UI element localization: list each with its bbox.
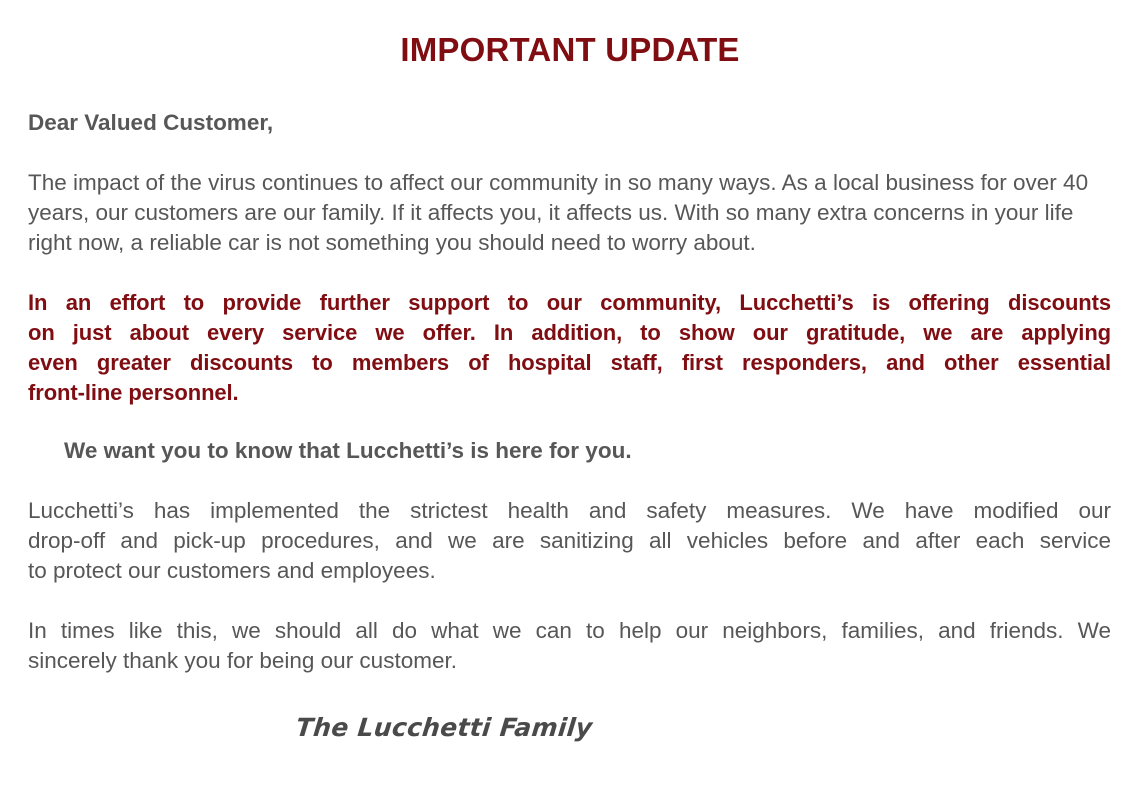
page-title: IMPORTANT UPDATE [400, 31, 740, 68]
closing-line: In times like this, we should all do what we can to help our neighbors, families, and friends. We [28, 618, 1111, 643]
discount-line: front-line personnel. [28, 380, 239, 405]
closing-line: sincerely thank you for being our customer. [28, 648, 457, 673]
greeting: Dear Valued Customer, [28, 110, 274, 135]
discount-line: on just about every service we offer. In addition, to show our gratitude, we are applying [28, 320, 1111, 345]
intro-paragraph: The impact of the virus continues to affect our community in so many ways. As a local business for over 40 years, our customers are our family. If it affects you, it affects us. With so many extra concerns in your life right now, a reliable car is not something you should need to worry about. [28, 170, 1089, 255]
safety-line: drop-off and pick-up procedures, and we are sanitizing all vehicles before and after each service [28, 528, 1111, 553]
safety-line: to protect our customers and employees. [28, 558, 436, 583]
safety-line: Lucchetti’s has implemented the strictest health and safety measures. We have modified our [28, 498, 1111, 523]
discount-line: even greater discounts to members of hospital staff, first responders, and other essential [28, 350, 1111, 375]
closing-paragraph [28, 616, 1111, 676]
signature: The Lucchetti Family [294, 713, 594, 742]
discount-line: In an effort to provide further support to our community, Lucchetti’s is offering discounts [28, 290, 1111, 315]
emphasis-statement: We want you to know that Lucchetti’s is here for you. [64, 438, 632, 463]
discount-paragraph [28, 288, 1111, 408]
safety-paragraph [28, 496, 1111, 586]
